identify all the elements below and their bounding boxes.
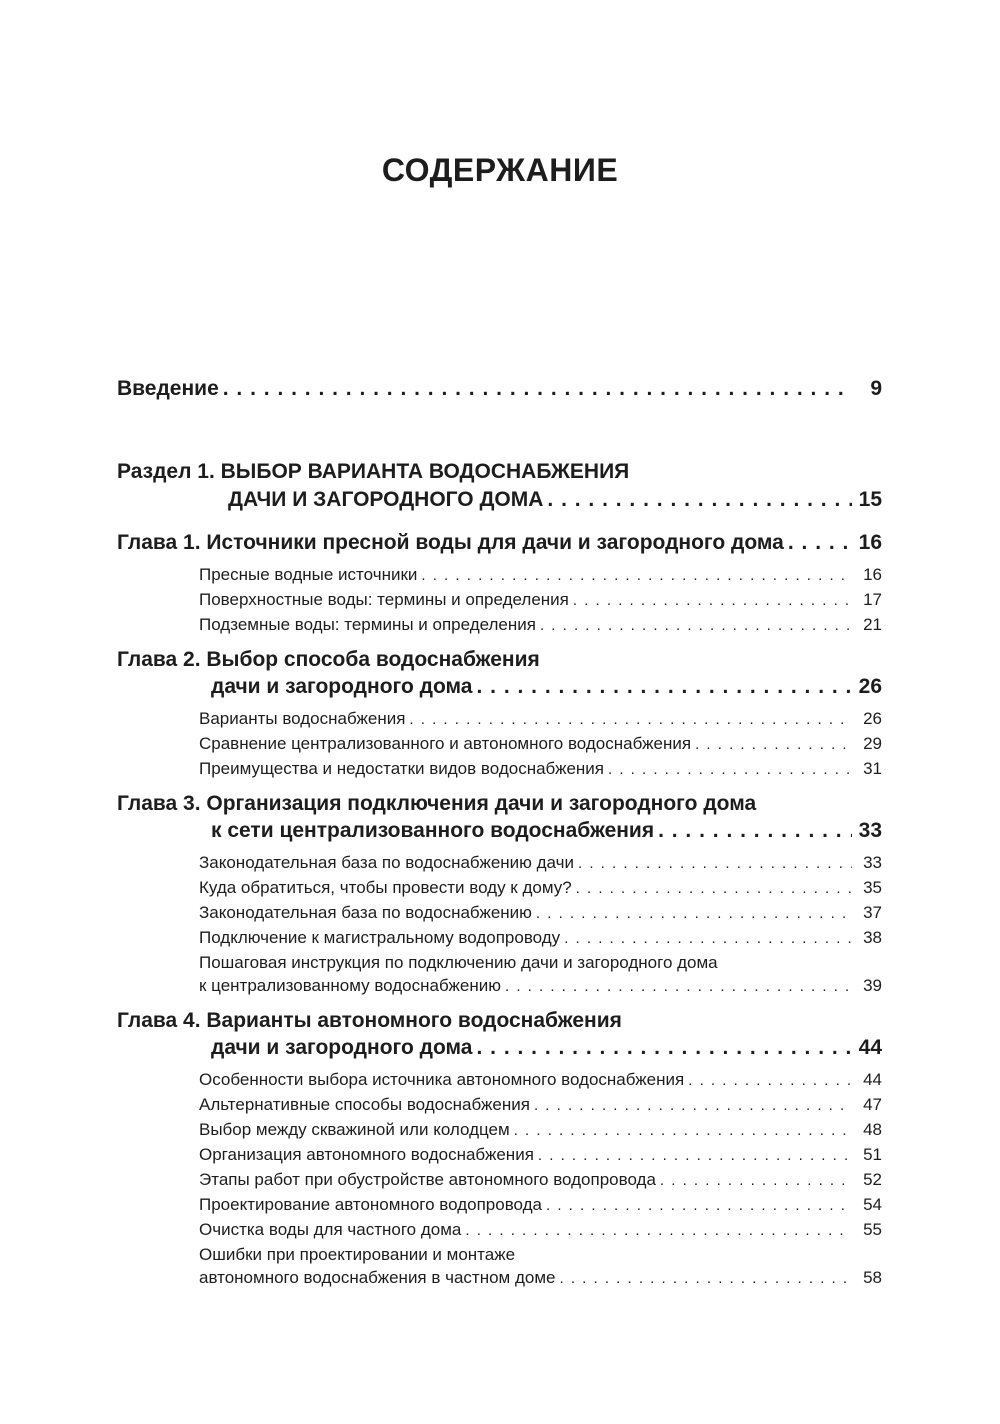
dot-leader <box>788 531 852 555</box>
toc-entry-section-1[interactable] <box>228 488 882 512</box>
toc-entry-chapter-2[interactable] <box>211 675 882 699</box>
toc-subentry[interactable] <box>117 734 882 754</box>
dot-leader <box>660 1172 852 1189</box>
toc-entry-label: Законодательная база по водоснабжению <box>199 903 532 922</box>
toc-entry-label: к централизованному водоснабжению <box>199 976 501 995</box>
toc-entry-label: Законодательная база по водоснабжению дачи <box>199 853 574 872</box>
toc-page-number: 37 <box>863 903 882 922</box>
toc-subentry[interactable] <box>117 1268 882 1288</box>
toc-entry-label: дачи и загородного дома <box>211 675 473 698</box>
dot-leader <box>695 736 852 753</box>
toc-chapter-3-title: Глава 3. Организация подключения дачи и загородного дома <box>117 792 757 815</box>
toc-page-number: 21 <box>863 615 882 634</box>
dot-leader <box>560 1270 853 1287</box>
toc-entry-label: Сравнение централизованного и автономного водоснабжения <box>199 734 692 753</box>
toc-entry-label: Выбор между скважиной или колодцем <box>199 1120 510 1139</box>
toc-page-number: 26 <box>858 675 882 698</box>
dot-leader <box>538 1147 852 1164</box>
toc-entry-label: Альтернативные способы водоснабжения <box>199 1095 530 1114</box>
toc-chapter-4-title: Глава 4. Варианты автономного водоснабжения <box>117 1009 622 1032</box>
dot-leader <box>573 592 852 609</box>
toc-entry-label: Глава 1. Источники пресной воды для дачи и загородного дома <box>117 531 784 554</box>
toc-page-number: 26 <box>863 709 882 728</box>
toc-entry-label: Этапы работ при обустройстве автономного водопровода <box>199 1170 656 1189</box>
toc-page-number: 44 <box>863 1070 882 1089</box>
toc-page-number: 48 <box>863 1120 882 1139</box>
toc-chapter-2-title: Глава 2. Выбор способа водоснабжения <box>117 648 540 671</box>
dot-leader <box>409 711 852 728</box>
toc-subentry[interactable] <box>117 565 882 585</box>
dot-leader <box>540 617 852 634</box>
toc-entry-label: Варианты водоснабжения <box>199 709 406 728</box>
toc-page-number: 35 <box>863 878 882 897</box>
toc-page-number: 16 <box>858 531 882 554</box>
toc-subentry[interactable] <box>117 759 882 779</box>
toc-section-1-title: Раздел 1. ВЫБОР ВАРИАНТА ВОДОСНАБЖЕНИЯ <box>117 460 630 483</box>
toc-page-number: 44 <box>858 1036 882 1059</box>
dot-leader <box>476 1036 852 1060</box>
toc-entry-label: Подземные воды: термины и определения <box>199 615 536 634</box>
toc-entry-chapter-4[interactable] <box>211 1036 882 1060</box>
dot-leader <box>546 1197 852 1214</box>
toc-page-number: 16 <box>863 565 882 584</box>
dot-leader <box>465 1222 852 1239</box>
dot-leader <box>578 855 852 872</box>
toc-subentry-first-line: Пошаговая инструкция по подключению дачи и загородного дома <box>199 953 718 972</box>
toc-entry-label: Подключение к магистральному водопроводу <box>199 928 561 947</box>
toc-entry-label: Очистка воды для частного дома <box>199 1220 462 1239</box>
toc-entry-label: Пресные водные источники <box>199 565 418 584</box>
toc-subentry[interactable] <box>117 709 882 729</box>
toc-subentry[interactable] <box>117 590 882 610</box>
toc-entry-label: к сети централизованного водоснабжения <box>211 819 655 842</box>
toc-subentry[interactable] <box>117 928 882 948</box>
toc-page-number: 54 <box>863 1195 882 1214</box>
toc-entry-chapter-3[interactable] <box>211 819 882 843</box>
dot-leader <box>658 819 852 843</box>
toc-entry-label: автономного водоснабжения в частном доме <box>199 1268 556 1287</box>
toc-page-number: 17 <box>863 590 882 609</box>
toc-subentry[interactable] <box>117 976 882 996</box>
dot-leader <box>608 761 852 778</box>
toc-entry-label: Поверхностные воды: термины и определения <box>199 590 569 609</box>
toc-entry-label: Преимущества и недостатки видов водоснабжения <box>199 759 604 778</box>
dot-leader <box>564 930 852 947</box>
dot-leader <box>576 880 852 897</box>
toc-entry-label: Куда обратиться, чтобы провести воду к дому? <box>199 878 572 897</box>
toc-page-number: 31 <box>863 759 882 778</box>
toc-page-number: 52 <box>863 1170 882 1189</box>
toc-subentry[interactable] <box>117 1220 882 1240</box>
dot-leader <box>534 1097 852 1114</box>
dot-leader <box>476 675 852 699</box>
toc-subentry[interactable] <box>117 878 882 898</box>
toc-page-number: 38 <box>863 928 882 947</box>
dot-leader <box>547 488 852 512</box>
toc-subentry[interactable] <box>117 1170 882 1190</box>
toc-subentry[interactable] <box>117 1195 882 1215</box>
toc-entry-intro[interactable] <box>117 377 882 401</box>
toc-entry-label: ДАЧИ И ЗАГОРОДНОГО ДОМА <box>228 488 544 511</box>
toc-subentry[interactable] <box>117 1095 882 1115</box>
dot-leader <box>536 905 852 922</box>
dot-leader <box>505 978 852 995</box>
toc-page-number: 9 <box>870 377 882 400</box>
toc-page-number: 55 <box>863 1220 882 1239</box>
toc-entry-label: Введение <box>117 377 219 400</box>
toc-entry-label: Особенности выбора источника автономного водоснабжения <box>199 1070 685 1089</box>
toc-subentry-first-line: Ошибки при проектировании и монтаже <box>199 1245 516 1264</box>
toc-page-number: 15 <box>858 488 882 511</box>
toc-subentry[interactable] <box>117 1145 882 1165</box>
toc-subentry[interactable] <box>117 615 882 635</box>
toc-entry-label: Организация автономного водоснабжения <box>199 1145 534 1164</box>
toc-page-number: 29 <box>863 734 882 753</box>
toc-subentry[interactable] <box>117 1120 882 1140</box>
toc-page-number: 33 <box>863 853 882 872</box>
toc-entry-label: Проектирование автономного водопровода <box>199 1195 543 1214</box>
dot-leader <box>688 1072 852 1089</box>
toc-page-number: 39 <box>863 976 882 995</box>
dot-leader <box>421 567 852 584</box>
toc-page-number: 51 <box>863 1145 882 1164</box>
toc-subentry[interactable] <box>117 903 882 923</box>
toc-page-number: 58 <box>863 1268 882 1287</box>
toc-subentry[interactable] <box>117 853 882 873</box>
toc-page-number: 47 <box>863 1095 882 1114</box>
page-title: СОДЕРЖАНИЕ <box>381 152 619 188</box>
toc-entry-label: дачи и загородного дома <box>211 1036 473 1059</box>
dot-leader <box>223 377 852 401</box>
toc-subentry[interactable] <box>117 1070 882 1090</box>
dot-leader <box>514 1122 852 1139</box>
toc-entry-chapter-1[interactable] <box>117 531 882 555</box>
toc-page-number: 33 <box>858 819 882 842</box>
